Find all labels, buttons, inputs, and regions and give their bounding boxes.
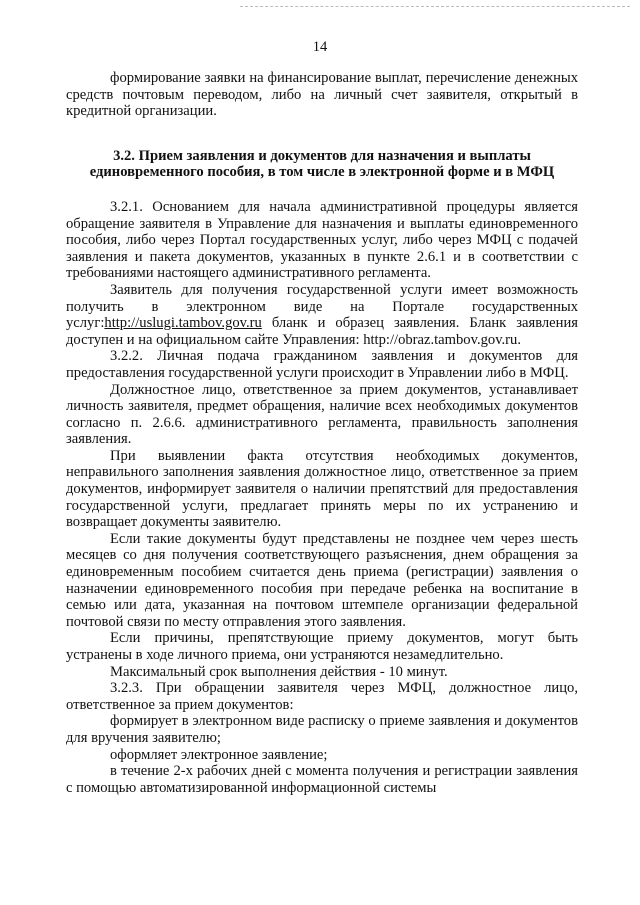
paragraph-reasons: Если причины, препятствующие приему документов, могут быть устранены в ходе личного приема, они устраняются незамедлительно.: [66, 630, 578, 663]
portal-link[interactable]: http://uslugi.tambov.gov.ru: [104, 315, 262, 332]
paragraph-max-time: Максимальный срок выполнения действия - 10 минут.: [110, 663, 448, 680]
paragraph-portal: [66, 282, 578, 348]
paragraph-3-2-2: 3.2.2. Личная подача гражданином заявления и документов для предоставления государственной услуги происходит в Управлении либо в МФЦ.: [66, 348, 578, 381]
paragraph-3-2-1: 3.2.1. Основанием для начала административной процедуры является обращение заявителя в Управление для назначения и выплаты единовременного пособия, либо через Портал государственных услуг, либо через МФЦ с подачей заявления и пакета документов, указанных в пункте 2.6.1 и в соответствии с требованиями настоящего административного регламента.: [66, 198, 578, 282]
scan-top-edge: [240, 6, 630, 9]
document-body: [66, 70, 578, 796]
paragraph-six-months: Если такие документы будут представлены не позднее чем через шесть месяцев со дня получения соответствующего разъяснения, днем обращения за единовременным пособием считается день приема (регистрации) заявления о назначении единовременного пособия при передаче ребенка на воспитание в семью или дата, указанная на почтовом штемпеле организации федеральной почтовой связи по месту отправления этого заявления.: [66, 530, 578, 630]
paragraph-receipt: формирует в электронном виде расписку о приеме заявления и документов для вручения заявителю;: [66, 713, 578, 746]
portal-text-before: Заявитель для получения государственной услуги имеет возможность получить в электронном виде на Портале государственных услуг:: [66, 281, 578, 332]
paragraph-official: Должностное лицо, ответственное за прием документов, устанавливает личность заявителя, предмет обращения, наличие всех необходимых документов согласно п. 2.6.6. административного регламента, правильность заполнения заявления.: [66, 381, 578, 448]
paragraph-intro: формирование заявки на финансирование выплат, перечисление денежных средств почтовым переводом, либо на личный счет заявителя, открытый в кредитной организации.: [66, 70, 578, 120]
section-heading: 3.2. Прием заявления и документов для назначения и выплаты единовременного пособия, в том числе в электронной форме и в МФЦ: [89, 147, 555, 181]
portal-text-after: бланк и образец заявления. Бланк заявления доступен и на официальном сайте Управления: http://obraz.tambov.gov.ru.: [66, 315, 578, 348]
paragraph-missing-docs: При выявлении факта отсутствия необходимых документов, неправильного заполнения заявления должностное лицо, ответственное за прием документов, информирует заявителя о наличии препятствий для предоставления государственной услуги, предлагает принять меры по их устранению и возвращает документы заявителю.: [66, 447, 578, 531]
paragraph-eform: оформляет электронное заявление;: [110, 746, 328, 763]
paragraph-two-days: в течение 2-х рабочих дней с момента получения и регистрации заявления с помощью автоматизированной информационной системы: [66, 763, 578, 796]
page-number: 14: [312, 39, 328, 55]
paragraph-3-2-3: 3.2.3. При обращении заявителя через МФЦ, должностное лицо, ответственное за прием документов:: [66, 680, 578, 713]
